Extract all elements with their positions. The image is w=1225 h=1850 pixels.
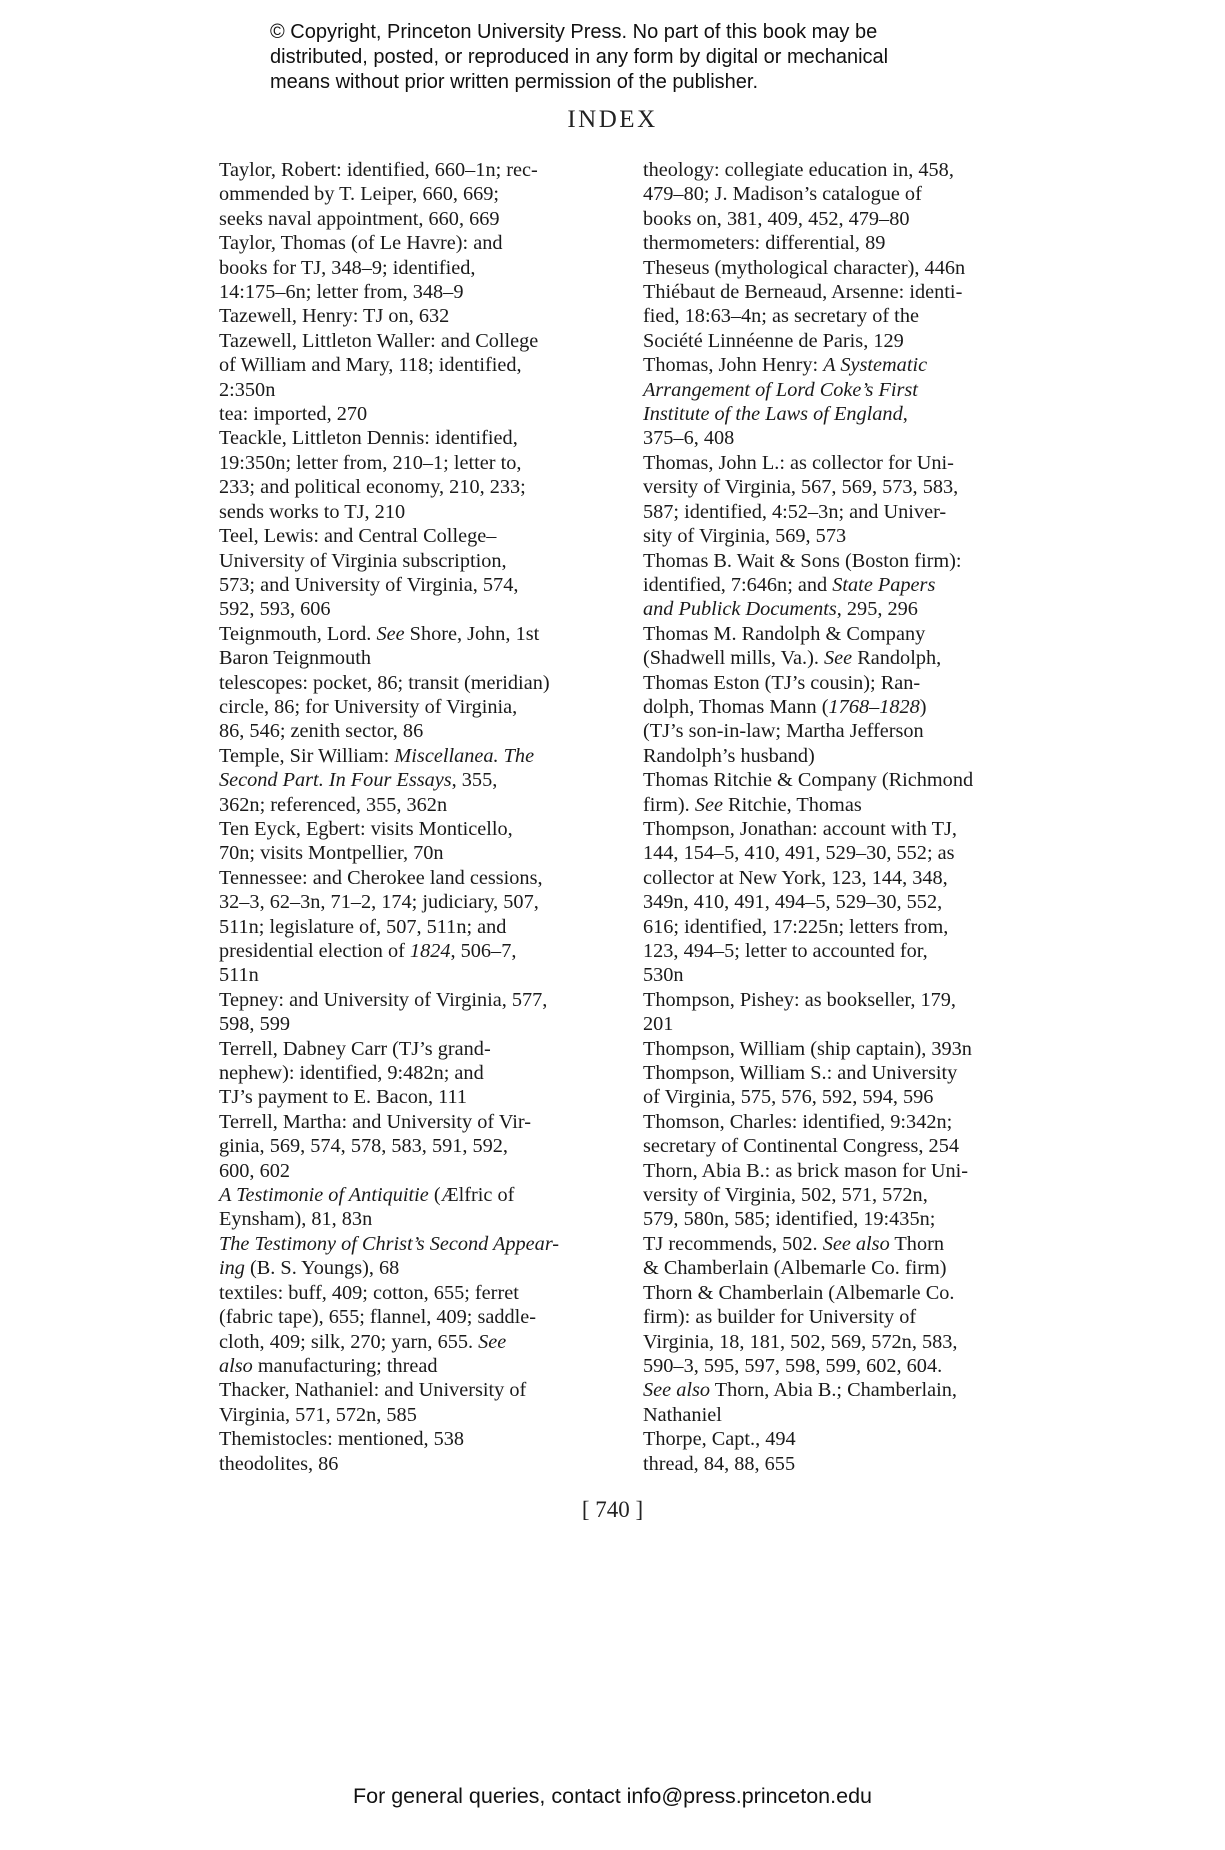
index-entry-line: 375–6, 408 xyxy=(643,427,735,450)
index-entry-line: cloth, 409; silk, 270; yarn, 655. See xyxy=(219,1330,507,1353)
index-entry-line: Terrell, Dabney Carr (TJ’s grand- xyxy=(219,1037,491,1060)
index-entry-line: (Shadwell mills, Va.). See Randolph, xyxy=(643,647,942,670)
index-entry-line: Thiébaut de Berneaud, Arsenne: identi- xyxy=(643,281,963,304)
index-entry-line: Themistocles: mentioned, 538 xyxy=(219,1428,465,1451)
index-entry-line: secretary of Continental Congress, 254 xyxy=(643,1135,959,1158)
index-entry-line: The Testimony of Christ’s Second Appear- xyxy=(219,1232,560,1255)
index-entry xyxy=(219,231,614,304)
copyright-line: © Copyright, Princeton University Press. No part of this book may be xyxy=(270,21,878,43)
index-entry-line: ing (B. S. Youngs), 68 xyxy=(219,1257,400,1280)
index-entry xyxy=(219,329,614,402)
index-entry xyxy=(643,1110,1043,1159)
index-entry xyxy=(643,1159,1043,1281)
index-entry-line: Virginia, 571, 572n, 585 xyxy=(219,1403,417,1426)
index-entry xyxy=(219,1232,614,1281)
index-entry-line: ginia, 569, 574, 578, 583, 591, 592, xyxy=(219,1135,508,1158)
index-entry xyxy=(219,402,614,426)
index-entry-line: Thorn & Chamberlain (Albemarle Co. xyxy=(643,1281,955,1304)
index-entry xyxy=(643,1037,1043,1061)
index-entry-line: theology: collegiate education in, 458, xyxy=(643,159,954,181)
index-entry xyxy=(643,622,1043,768)
index-entry-line: Société Linnéenne de Paris, 129 xyxy=(643,329,904,352)
index-entry-line: Taylor, Robert: identified, 660–1n; rec- xyxy=(219,159,538,181)
index-entry-line: 587; identified, 4:52–3n; and Univer- xyxy=(643,500,947,523)
copyright-notice xyxy=(270,20,990,95)
index-entry xyxy=(643,768,1043,817)
index-entry-line: 19:350n; letter from, 210–1; letter to, xyxy=(219,451,522,474)
index-entry xyxy=(219,1452,614,1476)
index-entry xyxy=(643,451,1043,549)
index-entry-line: TJ recommends, 502. See also Thorn xyxy=(643,1232,944,1255)
index-entry-line: & Chamberlain (Albemarle Co. firm) xyxy=(643,1257,947,1280)
index-entry-line: Teackle, Littleton Dennis: identified, xyxy=(219,427,518,450)
index-entry-line: Thorpe, Capt., 494 xyxy=(643,1428,796,1451)
index-entry-line: TJ’s payment to E. Bacon, 111 xyxy=(219,1086,468,1109)
page-title: INDEX xyxy=(567,106,658,133)
index-entry-line: Thacker, Nathaniel: and University of xyxy=(219,1379,527,1402)
index-entry-line: 590–3, 595, 597, 598, 599, 602, 604. xyxy=(643,1354,943,1377)
index-entry xyxy=(643,1281,1043,1427)
index-entry-line: Ten Eyck, Egbert: visits Monticello, xyxy=(219,817,513,840)
index-entry xyxy=(643,1452,1043,1476)
index-entry xyxy=(643,256,1043,280)
index-entry-line: Virginia, 18, 181, 502, 569, 572n, 583, xyxy=(643,1330,958,1353)
index-entry-line: Thomson, Charles: identified, 9:342n; xyxy=(643,1110,953,1133)
index-entry-line: 598, 599 xyxy=(219,1013,290,1036)
index-entry-line: Thorn, Abia B.: as brick mason for Uni- xyxy=(643,1159,969,1182)
index-entry xyxy=(219,622,614,671)
index-entry-line: 616; identified, 17:225n; letters from, xyxy=(643,915,949,938)
index-entry-line: sity of Virginia, 569, 573 xyxy=(643,525,847,548)
index-entry-line: presidential election of 1824, 506–7, xyxy=(219,940,517,962)
index-entry-line: textiles: buff, 409; cotton, 655; ferret xyxy=(219,1281,519,1304)
index-entry-line: sends works to TJ, 210 xyxy=(219,500,406,523)
index-entry-line: of William and Mary, 118; identified, xyxy=(219,354,522,377)
index-entry-line: seeks naval appointment, 660, 669 xyxy=(219,207,500,230)
index-entry xyxy=(219,1378,614,1427)
index-entry-line: 14:175–6n; letter from, 348–9 xyxy=(219,281,464,304)
page-number: [ 740 ] xyxy=(581,1497,644,1522)
index-entry-line: versity of Virginia, 502, 571, 572n, xyxy=(643,1184,928,1207)
index-entry-line: of Virginia, 575, 576, 592, 594, 596 xyxy=(643,1086,934,1109)
index-entry-line: Tepney: and University of Virginia, 577, xyxy=(219,988,548,1011)
index-entry-line: Second Part. In Four Essays, 355, xyxy=(219,769,498,792)
index-entry-line: fied, 18:63–4n; as secretary of the xyxy=(643,305,919,328)
index-entry-line: Tennessee: and Cherokee land cessions, xyxy=(219,866,543,889)
index-entry-line: Tazewell, Littleton Waller: and College xyxy=(219,329,539,352)
index-entry xyxy=(219,1110,614,1183)
index-entry-line: 530n xyxy=(643,964,684,987)
index-entry-line: Nathaniel xyxy=(643,1403,722,1426)
index-entry xyxy=(643,353,1043,451)
index-column-right xyxy=(643,158,1043,1476)
index-entry-line: (TJ’s son-in-law; Martha Jefferson xyxy=(643,720,924,743)
index-entry-line: Thomas B. Wait & Sons (Boston firm): xyxy=(643,549,962,572)
index-entry xyxy=(643,280,1043,353)
index-entry-line: also manufacturing; thread xyxy=(219,1354,438,1377)
index-entry-line: Thompson, William S.: and University xyxy=(643,1062,958,1085)
index-entry-line: books for TJ, 348–9; identified, xyxy=(219,256,476,279)
index-entry-line: 2:350n xyxy=(219,378,276,401)
index-entry-line: Temple, Sir William: Miscellanea. The xyxy=(219,744,535,767)
index-entry-line: identified, 7:646n; and State Papers xyxy=(643,573,936,596)
index-entry-line: 511n xyxy=(219,964,259,987)
index-entry-line: 479–80; J. Madison’s catalogue of xyxy=(643,183,922,206)
index-entry-line: A Testimonie of Antiquitie (Ælfric of xyxy=(219,1184,515,1207)
index-entry-line: 349n, 410, 491, 494–5, 529–30, 552, xyxy=(643,891,943,914)
index-entry-line: Terrell, Martha: and University of Vir- xyxy=(219,1110,531,1133)
index-entry-line: Thomas Eston (TJ’s cousin); Ran- xyxy=(643,671,921,694)
index-entry xyxy=(219,1427,614,1451)
index-entry-line: 592, 593, 606 xyxy=(219,598,331,621)
index-entry xyxy=(643,988,1043,1037)
index-entry xyxy=(219,1281,614,1379)
index-column-left xyxy=(219,158,614,1476)
index-entry-line: Thompson, William (ship captain), 393n xyxy=(643,1037,972,1060)
index-entry-line: Thompson, Pishey: as bookseller, 179, xyxy=(643,988,956,1011)
index-entry-line: thermometers: differential, 89 xyxy=(643,232,886,255)
index-entry-line: 32–3, 62–3n, 71–2, 174; judiciary, 507, xyxy=(219,891,539,914)
index-entry-line: nephew): identified, 9:482n; and xyxy=(219,1062,484,1085)
index-entry-line: Tazewell, Henry: TJ on, 632 xyxy=(219,305,450,328)
index-entry-line: firm). See Ritchie, Thomas xyxy=(643,793,862,816)
index-entry-line: and Publick Documents, 295, 296 xyxy=(643,598,918,621)
copyright-line: distributed, posted, or reproduced in any form by digital or mechanical xyxy=(270,46,889,68)
index-entry-line: thread, 84, 88, 655 xyxy=(643,1452,796,1475)
index-entry-line: books on, 381, 409, 452, 479–80 xyxy=(643,207,910,230)
index-entry xyxy=(643,231,1043,255)
index-entry-line: circle, 86; for University of Virginia, xyxy=(219,695,518,718)
index-entry-line: firm): as builder for University of xyxy=(643,1306,917,1329)
index-entry-line: See also Thorn, Abia B.; Chamberlain, xyxy=(643,1379,957,1402)
index-entry-line: Thomas Ritchie & Company (Richmond xyxy=(643,769,974,792)
index-entry-line: Baron Teignmouth xyxy=(219,647,371,670)
index-entry-line: Thomas M. Randolph & Company xyxy=(643,622,926,645)
index-entry xyxy=(219,1037,614,1110)
index-entry xyxy=(219,866,614,988)
index-entry xyxy=(643,549,1043,622)
index-entry xyxy=(219,744,614,817)
index-entry-line: ommended by T. Leiper, 660, 669; xyxy=(219,183,500,206)
index-entry-line: University of Virginia subscription, xyxy=(219,549,507,572)
index-entry-line: 573; and University of Virginia, 574, xyxy=(219,573,519,596)
index-entry-line: Teignmouth, Lord. See Shore, John, 1st xyxy=(219,622,540,645)
index-entry-line: versity of Virginia, 567, 569, 573, 583, xyxy=(643,476,959,499)
index-entry xyxy=(219,524,614,622)
index-entry-line: 201 xyxy=(643,1013,674,1036)
index-entry-line: Thomas, John Henry: A Systematic xyxy=(643,354,928,377)
index-entry xyxy=(219,426,614,524)
index-entry xyxy=(219,671,614,744)
index-entry xyxy=(643,1061,1043,1110)
index-entry-line: Thomas, John L.: as collector for Uni- xyxy=(643,451,954,474)
index-entry-line: 70n; visits Montpellier, 70n xyxy=(219,842,444,865)
index-entry-line: Theseus (mythological character), 446n xyxy=(643,256,966,279)
index-entry-line: 123, 494–5; letter to accounted for, xyxy=(643,940,928,962)
index-entry-line: 579, 580n, 585; identified, 19:435n; xyxy=(643,1208,936,1231)
index-entry-line: telescopes: pocket, 86; transit (meridian) xyxy=(219,671,550,694)
index-entry-line: 144, 154–5, 410, 491, 529–30, 552; as xyxy=(643,842,955,865)
index-entry-line: 600, 602 xyxy=(219,1159,290,1182)
index-entry-line: dolph, Thomas Mann (1768–1828) xyxy=(643,695,927,718)
index-entry-line: 233; and political economy, 210, 233; xyxy=(219,476,526,499)
index-entry-line: tea: imported, 270 xyxy=(219,403,368,426)
index-entry xyxy=(219,988,614,1037)
index-entry xyxy=(643,158,1043,231)
index-entry-line: 86, 546; zenith sector, 86 xyxy=(219,720,424,743)
index-entry-line: Institute of the Laws of England, xyxy=(643,403,908,426)
index-entry xyxy=(643,1427,1043,1451)
index-entry xyxy=(219,817,614,866)
index-entry-line: Taylor, Thomas (of Le Havre): and xyxy=(219,232,503,255)
index-entry-line: Thompson, Jonathan: account with TJ, xyxy=(643,817,957,840)
index-entry-line: (fabric tape), 655; flannel, 409; saddle- xyxy=(219,1306,537,1329)
index-entry xyxy=(219,158,614,231)
index-entry-line: theodolites, 86 xyxy=(219,1452,339,1475)
index-entry-line: Randolph’s husband) xyxy=(643,744,815,767)
index-entry-line: collector at New York, 123, 144, 348, xyxy=(643,866,948,889)
index-entry xyxy=(219,1183,614,1232)
index-entry-line: Teel, Lewis: and Central College– xyxy=(219,525,497,548)
footer-contact: For general queries, contact info@press.princeton.edu xyxy=(352,1784,872,1808)
copyright-line: means without prior written permission of the publisher. xyxy=(270,71,759,93)
index-entry-line: Eynsham), 81, 83n xyxy=(219,1208,373,1231)
index-entry xyxy=(219,304,614,328)
index-entry xyxy=(643,817,1043,988)
index-entry-line: 511n; legislature of, 507, 511n; and xyxy=(219,915,507,938)
index-entry-line: 362n; referenced, 355, 362n xyxy=(219,793,448,816)
index-entry-line: Arrangement of Lord Coke’s First xyxy=(643,378,918,401)
